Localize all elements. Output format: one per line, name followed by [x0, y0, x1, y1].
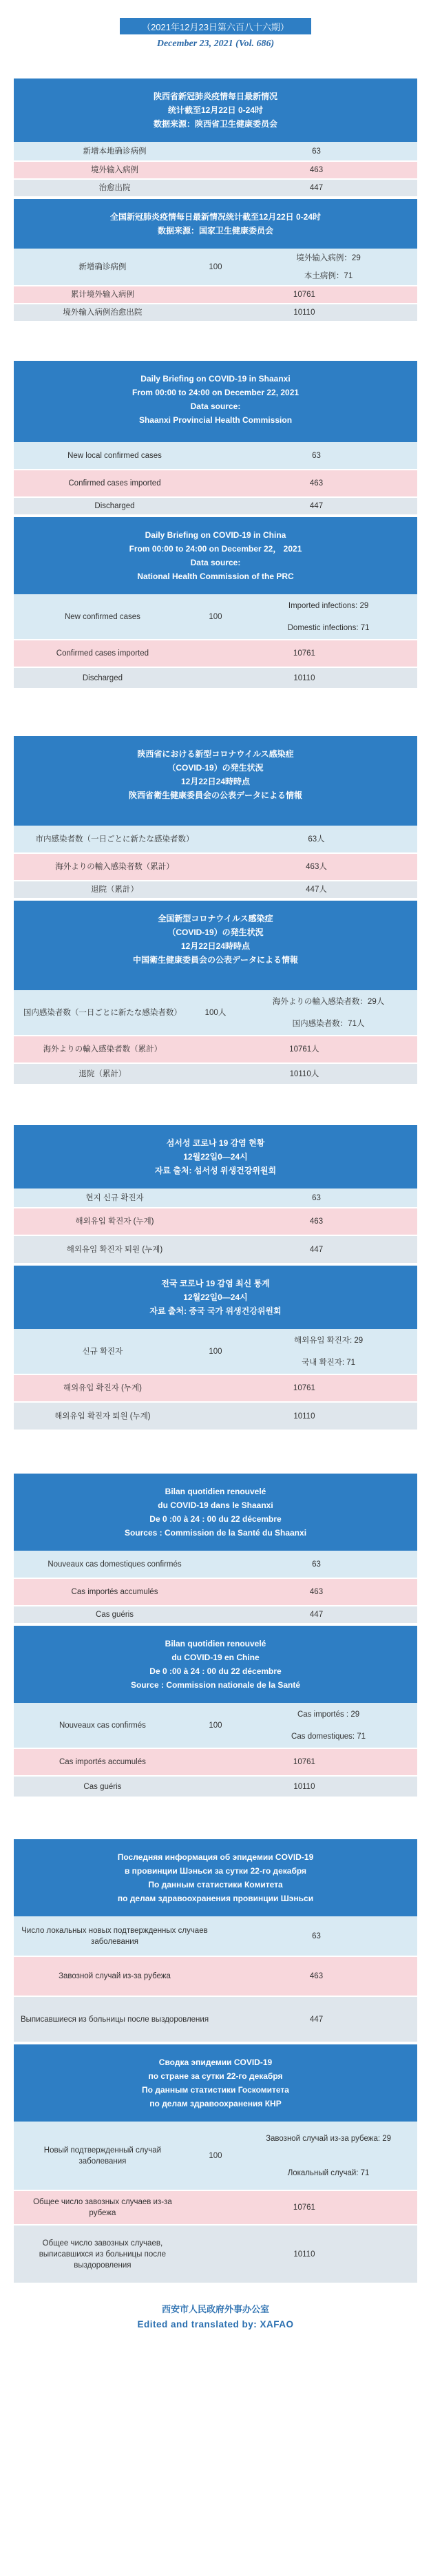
provincial-title-line: 统计截至12月22日 0-24时	[167, 105, 264, 115]
row-subvalue: 海外よりの輸入感染者数：29人	[272, 997, 385, 1006]
provincial-table	[14, 442, 417, 514]
row-subvalue: Cas domestiques: 71	[291, 1732, 366, 1741]
national-briefing-title	[14, 517, 417, 594]
table-row	[14, 1063, 417, 1084]
provincial-title-line: 陝西省衛生健康委員会の公表データによる情報	[128, 790, 302, 800]
row-value: 63人	[308, 835, 325, 844]
row-label: Nouveaux cas confirmés	[59, 1721, 146, 1730]
national-title-line: du COVID-19 en Chine	[171, 1653, 260, 1662]
row-label: 해외유입 확진자 퇴원 (누계)	[14, 1402, 191, 1430]
section-en	[14, 361, 417, 688]
row-value: 63	[312, 1560, 321, 1569]
national-title-line: 数据来源：国家卫生健康委员会	[157, 226, 273, 235]
row-value: 10761	[191, 2190, 417, 2225]
national-table	[14, 990, 417, 1084]
table-row	[14, 2190, 417, 2225]
row-label: Общее число завозных случаев из-за рубежа	[14, 2190, 191, 2225]
provincial-title-line: De 0 :00 à 24 : 00 du 22 décembre	[149, 1514, 282, 1524]
national-title-line: Сводка эпидемии COVID-19	[158, 2057, 273, 2067]
national-title-line: Bilan quotidien renouvelé	[165, 1639, 266, 1648]
row-value: 100人	[204, 1008, 227, 1017]
provincial-title-line: Sources : Commission de la Santé du Shaanxi	[124, 1528, 307, 1538]
row-label: 境外输入病例	[14, 161, 216, 179]
row-value: 447	[216, 1606, 417, 1623]
row-label: 退院（累計）	[14, 1063, 191, 1084]
table-row	[14, 2122, 417, 2156]
table-row	[14, 249, 417, 267]
row-value: 63	[312, 147, 321, 156]
national-title-line: 12月22日24時時点	[180, 941, 251, 951]
row-subvalue: Завозной случай из-за рубежа: 29	[266, 2135, 392, 2143]
provincial-title-line: в провинции Шэньси за сутки 22-го декабря	[124, 1866, 307, 1876]
row-value: 447	[216, 179, 417, 196]
provincial-title-line: 12月22日24時時点	[180, 777, 251, 786]
row-value: 10110	[191, 1402, 417, 1430]
row-label: Новый подтвержденный случай заболевания	[43, 2146, 162, 2166]
row-subvalue: 境外输入病例：29	[296, 253, 361, 262]
row-subvalue: 本土病例：71	[304, 272, 353, 280]
table-row	[14, 1329, 417, 1352]
national-table	[14, 249, 417, 321]
national-title-line: По данным статистики Госкомитета	[142, 2085, 289, 2095]
national-title-line: 전국 코로나 19 감염 최신 통계	[161, 1279, 270, 1288]
provincial-title-line: 자료 출처: 섬서성 위생건강위원회	[154, 1166, 277, 1175]
table-row	[14, 1188, 417, 1208]
row-value: 10110	[191, 2225, 417, 2283]
national-title-line: Source : Commission nationale de la Santé	[130, 1680, 301, 1690]
national-title-line: From 00:00 to 24:00 on December 22， 2021	[129, 544, 302, 554]
row-label: 国内感染者数（一日ごとに新たな感染者数）	[23, 1008, 182, 1017]
section-gap	[0, 688, 431, 736]
row-value: 10761人	[191, 1036, 417, 1063]
section-gap	[0, 321, 431, 361]
row-value: 100	[209, 2151, 222, 2160]
row-label: Confirmed cases imported	[14, 470, 216, 497]
national-title-line: 全国新型コロナウイルス感染症	[158, 914, 273, 923]
table-row	[14, 881, 417, 898]
row-value: 100	[209, 1347, 222, 1356]
row-label: 신규 확진자	[82, 1347, 123, 1356]
table-row	[14, 286, 417, 304]
row-value: 463	[216, 161, 417, 179]
row-value: 63	[312, 451, 321, 460]
provincial-title-line: 数据来源：陕西省卫生健康委员会	[153, 119, 277, 129]
table-row	[14, 1208, 417, 1235]
row-value: 447	[216, 1235, 417, 1263]
row-label: Discharged	[14, 497, 216, 514]
provincial-table	[14, 826, 417, 898]
table-row	[14, 1578, 417, 1606]
national-title-line: 자료 출처: 중국 국가 위생건강위원회	[149, 1306, 282, 1316]
row-label: Завозной случай из-за рубежа	[14, 1956, 216, 1996]
table-row	[14, 442, 417, 470]
provincial-briefing-title	[14, 1474, 417, 1551]
row-value: 463	[216, 1578, 417, 1606]
national-table	[14, 2122, 417, 2283]
national-title-line: 全国新冠肺炎疫情每日最新情况统计截至12月22日 0-24时	[109, 212, 322, 222]
row-value: 10761	[191, 640, 417, 667]
row-value: 447	[216, 497, 417, 514]
row-label: 海外よりの輸入感染者数（累計）	[14, 853, 216, 881]
language-sections	[0, 50, 431, 2283]
footer-credit: Edited and translated by: XAFAO	[137, 2319, 294, 2329]
table-row	[14, 470, 417, 497]
section-gap	[0, 1084, 431, 1125]
table-row	[14, 640, 417, 667]
provincial-title-line: По данным статистики Комитета	[148, 1880, 283, 1889]
national-title-line: （COVID-19）の発生状況	[167, 928, 264, 937]
table-row	[14, 2225, 417, 2283]
row-value: 63	[312, 1193, 321, 1202]
row-value: 463人	[216, 853, 417, 881]
row-value: 63	[312, 1931, 321, 1940]
national-briefing-title	[14, 1626, 417, 1703]
row-label: 해외유입 확진자 퇴원 (누계)	[14, 1235, 216, 1263]
row-value: 100	[209, 1721, 222, 1730]
table-row	[14, 1996, 417, 2042]
provincial-title-line: 陝西省における新型コロナウイルス感染症	[137, 749, 294, 759]
row-value: 10110	[191, 304, 417, 321]
national-table	[14, 1703, 417, 1797]
national-table	[14, 594, 417, 688]
provincial-title-line: Shaanxi Provincial Health Commission	[138, 415, 293, 425]
provincial-title-line: From 00:00 to 24:00 on December 22, 2021	[132, 388, 299, 397]
row-value: 10110	[191, 1776, 417, 1797]
section-gap	[0, 1797, 431, 1839]
row-value: 10110人	[191, 1063, 417, 1084]
table-row	[14, 1036, 417, 1063]
footer-office: 西安市人民政府外事办公室	[161, 2304, 269, 2314]
section-zh	[14, 78, 417, 321]
provincial-title-line: 섬서성 코로나 19 감염 현황	[166, 1138, 265, 1148]
national-briefing-title	[14, 1266, 417, 1329]
row-value: 100	[209, 262, 222, 271]
table-row	[14, 1916, 417, 1956]
row-value: 10761	[191, 1748, 417, 1776]
table-row	[14, 1748, 417, 1776]
row-label: 해외유입 확진자 (누계)	[14, 1208, 216, 1235]
national-title-line: National Health Commission of the PRC	[137, 572, 294, 581]
table-row	[14, 142, 417, 161]
table-row	[14, 1606, 417, 1623]
table-row	[14, 304, 417, 321]
national-table	[14, 1329, 417, 1430]
national-title-line: 中国衛生健康委員会の公表データによる情報	[132, 955, 298, 965]
national-title-line: по стране за сутки 22-го декабря	[148, 2071, 283, 2081]
issue-date: December 23, 2021 (Vol. 686)	[156, 39, 275, 49]
national-title-line: по делам здравоохранения КНР	[149, 2099, 282, 2108]
table-row	[14, 826, 417, 853]
row-value: 10110	[191, 667, 417, 688]
provincial-title-line: du COVID-19 dans le Shaanxi	[158, 1500, 273, 1510]
table-row	[14, 161, 417, 179]
national-briefing-title	[14, 2044, 417, 2122]
row-label: 新增确诊病例	[78, 262, 127, 271]
row-value: 10761	[191, 1374, 417, 1402]
provincial-title-line: по делам здравоохранения провинции Шэньси	[117, 1894, 314, 1903]
national-title-line: Daily Briefing on COVID-19 in China	[145, 530, 286, 540]
section-ru	[14, 1839, 417, 2283]
provincial-table	[14, 1188, 417, 1263]
table-row	[14, 1235, 417, 1263]
national-briefing-title	[14, 901, 417, 990]
provincial-title-line: （COVID-19）の発生状況	[167, 763, 264, 773]
table-row	[14, 497, 417, 514]
row-label: Nouveaux cas domestiques confirmés	[48, 1560, 182, 1569]
table-row	[14, 1402, 417, 1430]
row-label: 治愈出院	[14, 179, 216, 196]
provincial-table	[14, 1551, 417, 1623]
provincial-title-line: Bilan quotidien renouvelé	[165, 1487, 266, 1496]
provincial-briefing-title	[14, 736, 417, 826]
footer	[0, 2302, 431, 2332]
table-row	[14, 594, 417, 617]
table-row	[14, 1551, 417, 1578]
row-subvalue: Domestic infections: 71	[287, 624, 370, 632]
row-value: 463	[216, 470, 417, 497]
national-title-line: De 0 :00 à 24 : 00 du 22 décembre	[149, 1666, 282, 1676]
row-label: 退院（累計）	[14, 881, 216, 898]
national-title-line: 12월22일0—24시	[183, 1292, 248, 1302]
table-row	[14, 1776, 417, 1797]
table-row	[14, 1956, 417, 1996]
section-ja	[14, 736, 417, 1084]
row-label: New local confirmed cases	[67, 451, 162, 460]
row-value: 100	[209, 612, 222, 621]
table-row	[14, 179, 417, 196]
row-label: Discharged	[14, 667, 191, 688]
row-label: Cas guéris	[14, 1606, 216, 1623]
national-title-line: Data source:	[190, 558, 241, 567]
row-label: Число локальных новых подтвержденных случаев заболевания	[21, 1926, 208, 1946]
row-label: 新增本地确诊病例	[83, 147, 147, 156]
national-briefing-title	[14, 199, 417, 249]
row-label: Cas importés accumulés	[14, 1748, 191, 1776]
provincial-briefing-title	[14, 1125, 417, 1188]
section-ko	[14, 1125, 417, 1430]
row-value: 447	[216, 1996, 417, 2042]
section-gap	[0, 1430, 431, 1474]
row-label: Cas guéris	[14, 1776, 191, 1797]
row-subvalue: 国内感染者数：71人	[292, 1020, 365, 1028]
section-gap	[0, 50, 431, 78]
provincial-title-line: Последняя информация об эпидемии COVID-19	[117, 1852, 314, 1862]
issue-banner: （2021年12月23日第六百八十六期）	[120, 18, 311, 34]
table-row	[14, 667, 417, 688]
row-subvalue: Cas importés : 29	[297, 1710, 360, 1719]
row-value: 10761	[191, 286, 417, 304]
row-value: 463	[216, 1208, 417, 1235]
row-subvalue: 국내 확진자: 71	[302, 1359, 356, 1367]
row-value: 463	[216, 1956, 417, 1996]
row-label: Выписавшиеся из больницы после выздоровления	[14, 1996, 216, 2042]
provincial-table	[14, 1916, 417, 2042]
provincial-briefing-title	[14, 361, 417, 442]
row-subvalue: Локальный случай: 71	[287, 2168, 370, 2177]
table-row	[14, 1374, 417, 1402]
provincial-title-line: 陕西省新冠肺炎疫情每日最新情况	[153, 92, 277, 101]
row-subvalue: Imported infections: 29	[288, 601, 369, 610]
row-label: New confirmed cases	[64, 612, 140, 621]
provincial-briefing-title	[14, 1839, 417, 1916]
provincial-title-line: Daily Briefing on COVID-19 in Shaanxi	[140, 374, 291, 384]
table-row	[14, 990, 417, 1013]
row-label: 海外よりの輸入感染者数（累計）	[14, 1036, 191, 1063]
row-label: 해외유입 확진자 (누계)	[14, 1374, 191, 1402]
provincial-table	[14, 142, 417, 196]
row-label: Confirmed cases imported	[14, 640, 191, 667]
provincial-briefing-title	[14, 78, 417, 142]
provincial-title-line: Data source:	[190, 401, 241, 411]
row-label: Общее число завозных случаев, выписавшихся из больницы после выздоровления	[14, 2225, 191, 2283]
row-label: 현지 신규 확진자	[85, 1193, 144, 1202]
provincial-title-line: 12월22일0—24시	[183, 1152, 248, 1162]
row-label: 境外输入病例治愈出院	[14, 304, 191, 321]
section-fr	[14, 1474, 417, 1797]
table-row	[14, 1703, 417, 1726]
row-value: 447人	[216, 881, 417, 898]
row-label: Cas importés accumulés	[14, 1578, 216, 1606]
table-row	[14, 853, 417, 881]
row-label: 累计境外输入病例	[14, 286, 191, 304]
row-label: 市内感染者数（一日ごとに新たな感染者数）	[35, 835, 194, 844]
row-subvalue: 해외유입 확진자: 29	[294, 1336, 364, 1345]
